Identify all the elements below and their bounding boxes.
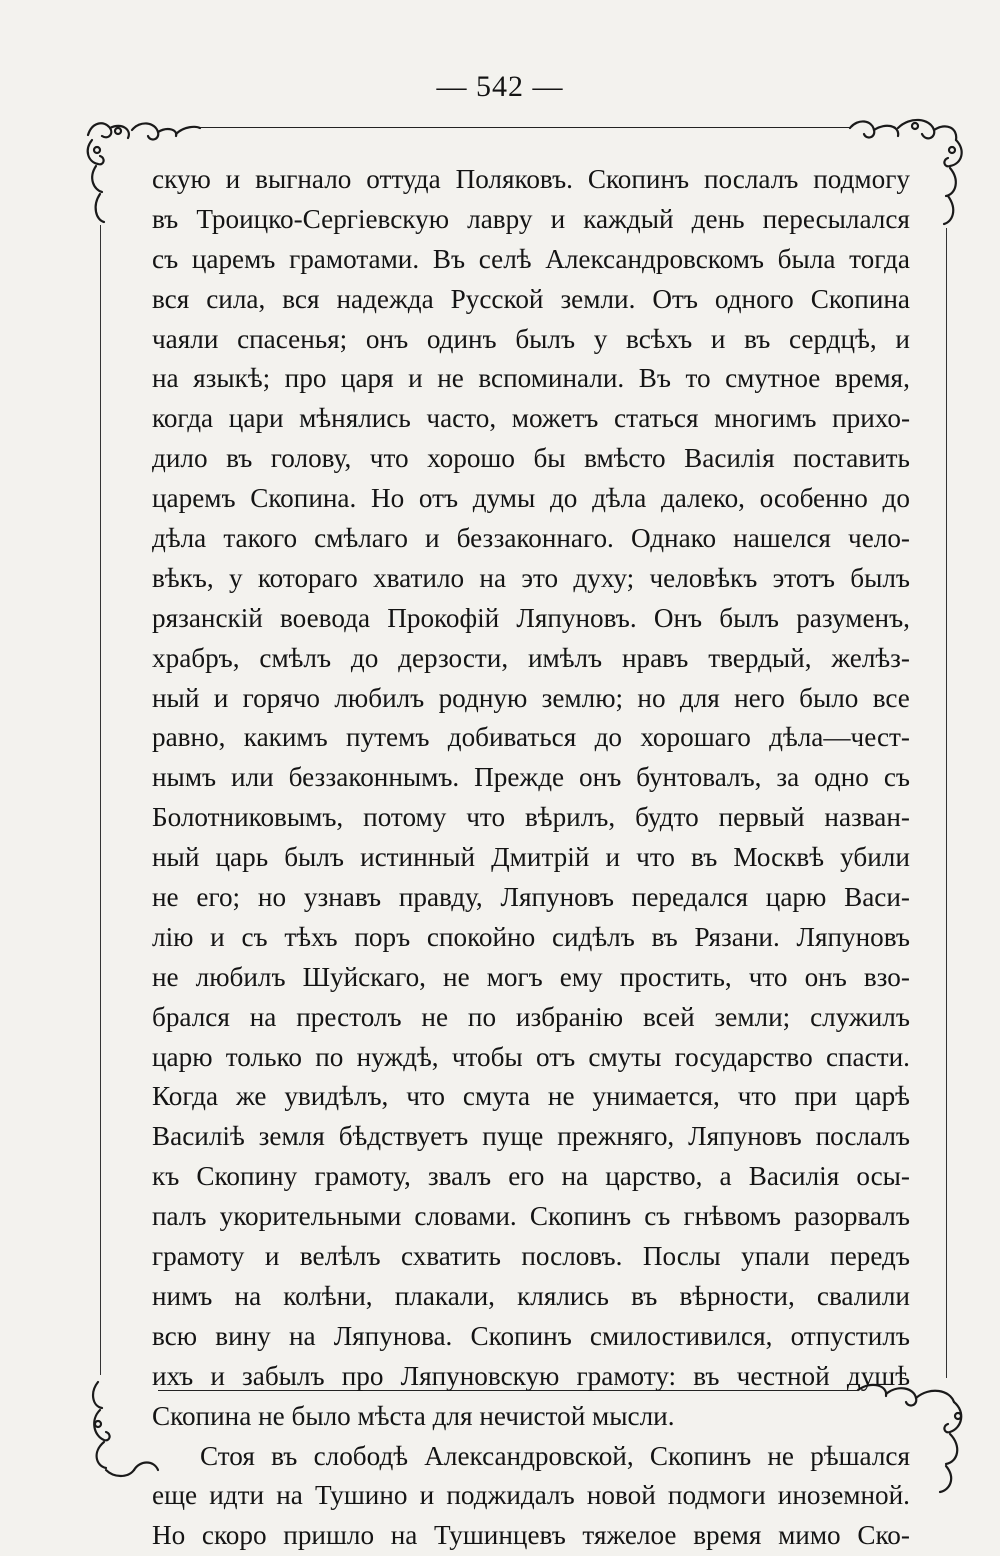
text-line: вѣкъ, у котораго хватило на это духу; человѣкъ этотъ былъ [152,562,910,593]
text-line: рязанскій воевода Прокофій Ляпуновъ. Онъ былъ разуменъ, [152,602,910,633]
text-line: ихъ и забылъ про Ляпуновскую грамоту: въ честной душѣ [152,1360,910,1391]
text-line: чаяли спасенья; онъ одинъ былъ у всѣхъ и въ сердцѣ, и [152,323,910,354]
text-line: когда цари мѣнялись часто, можетъ статься многимъ прихо- [152,403,910,434]
text-line: не его; но узнавъ правду, Ляпуновъ передался царю Васи- [152,882,910,913]
text-line: скую и выгнало оттуда Поляковъ. Скопинъ послалъ подмогу [152,164,910,194]
frame-top-rule [200,127,850,128]
frame-left-rule [100,225,101,1375]
text-line: на языкѣ; про царя и не вспоминали. Въ то смутное время, [152,363,910,394]
text-line: ный и горячо любилъ родную землю; но для него было все [152,682,910,713]
text-line: Когда же увидѣлъ, что смута не унимается, что при царѣ [152,1081,910,1112]
text-line: брался на престолъ не по избранію всей земли; служилъ [152,1001,910,1032]
text-line: нымъ или беззаконнымъ. Прежде онъ бунтовалъ, за одно съ [152,762,910,793]
text-line: къ Скопину грамоту, звалъ его на царство, а Василія осы- [152,1161,910,1192]
text-line: ный царь былъ истинный Дмитрій и что въ Москвѣ убили [152,842,910,873]
page-number: — 542 — [436,70,564,103]
text-line: Болотниковымъ, потому что вѣрилъ, будто первый назван- [152,802,910,833]
corner-ornament-bottom-left-icon [93,1382,158,1476]
text-line: палъ укорительными словами. Скопинъ съ гнѣвомъ разорвалъ [152,1201,910,1232]
text-line: царю только по нуждѣ, чтобы отъ смуты государство спасти. [152,1041,910,1072]
text-line: Стоя въ слободѣ Александровской, Скопинъ не рѣшался [200,1440,910,1471]
text-line: въ Троицко-Сергіевскую лавру и каждый день пересылался [152,203,910,234]
text-line: вся сила, вся надежда Русской земли. Отъ одного Скопина [152,283,910,314]
text-line: равно, какимъ путемъ добиваться до хорошаго дѣла—чест- [152,722,910,753]
body-text [152,160,910,1556]
text-line: нимъ на колѣни, плакали, клялись въ вѣрности, свалили [152,1280,910,1311]
text-line: царемъ Скопина. Но отъ думы до дѣла далеко, особенно до [152,483,910,514]
text-line: всю вину на Ляпунова. Скопинъ смилостивился, отпустилъ [152,1320,910,1351]
text-line: храбръ, смѣлъ до дерзости, имѣлъ нравъ твердый, желѣз- [152,642,910,673]
text-line: еще идти на Тушино и поджидалъ новой подмоги иноземной. [152,1480,910,1511]
frame-right-rule [946,228,947,1378]
text-line: Скопина не было мѣста для нечистой мысли. [152,1400,675,1431]
text-line: Василіѣ земля бѣдствуетъ пуще прежняго, Ляпуновъ послалъ [152,1121,910,1152]
text-line: Но скоро пришло на Тушинцевъ тяжелое время мимо Ско- [152,1520,910,1551]
text-line: съ царемъ грамотами. Въ селѣ Александровскомъ была тогда [152,243,910,274]
text-line: грамоту и велѣлъ схватить пословъ. Послы упали передъ [152,1241,910,1272]
text-line: дило въ голову, что хорошо бы вмѣсто Василія поставить [152,443,910,474]
text-line: лію и съ тѣхъ поръ спокойно сидѣлъ въ Рязани. Ляпуновъ [152,921,910,952]
text-line: дѣла такого смѣлаго и беззаконнаго. Однако нашелся чело- [152,523,910,554]
text-line: не любилъ Шуйскаго, не могъ ему простить, что онъ взо- [152,961,910,992]
